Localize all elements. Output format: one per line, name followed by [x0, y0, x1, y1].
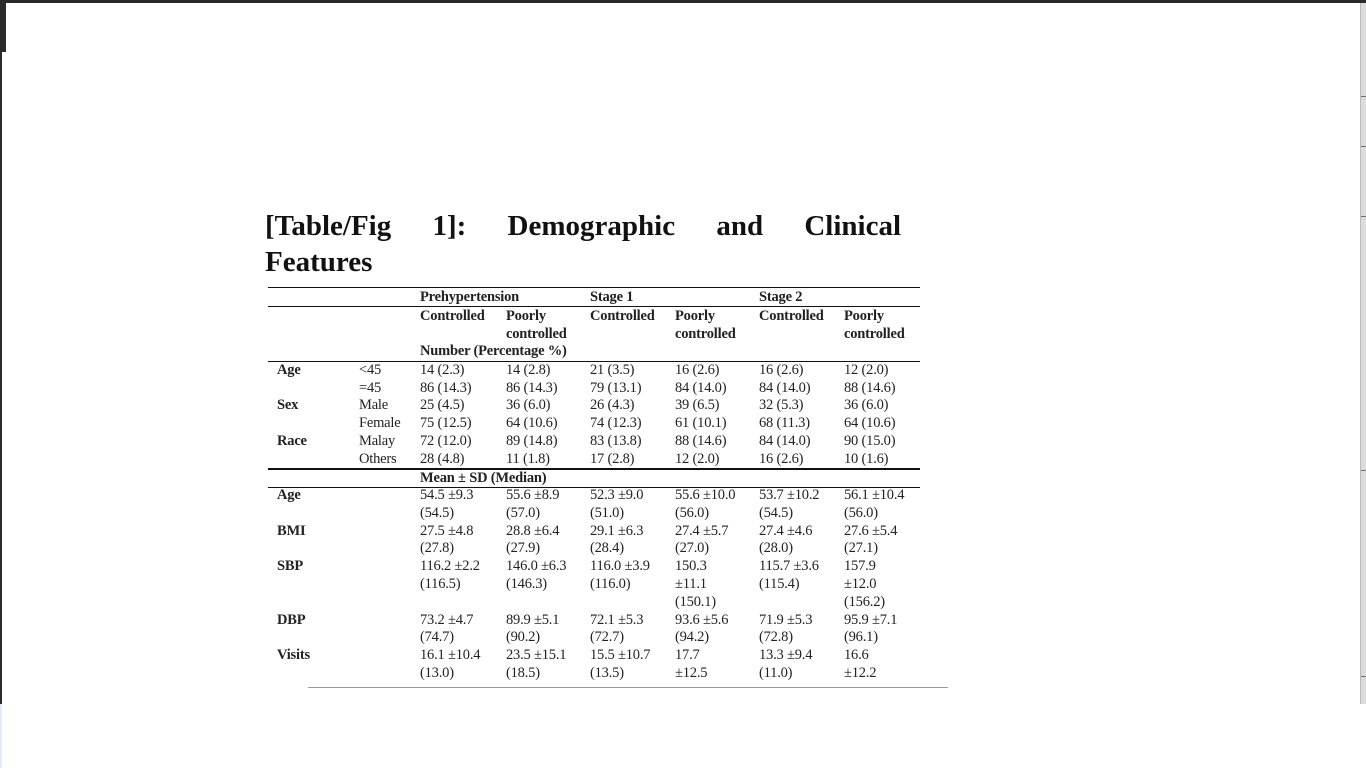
table-cell: 13.3 ±9.4: [759, 647, 813, 664]
sub-header: controlled: [675, 326, 736, 342]
table-top-rule: [268, 287, 920, 288]
row-label: BMI: [277, 522, 306, 539]
row-label: Visits: [277, 647, 310, 664]
table-cell: 150.3: [675, 558, 707, 575]
table-cell: (57.0): [506, 504, 540, 521]
table-cell: 84 (14.0): [759, 379, 811, 396]
sub-header: controlled: [844, 326, 905, 342]
scroll-marker: [1361, 216, 1366, 217]
table-cell: 16 (2.6): [759, 450, 804, 467]
table-cell: 15.5 ±10.7: [590, 647, 651, 664]
table-cell: 26 (4.3): [590, 397, 635, 414]
table-cell: (54.5): [420, 504, 454, 521]
table-cell: 23.5 ±15.1: [506, 647, 567, 664]
table-cell: 16.6: [844, 647, 869, 664]
table-cell: (27.1): [844, 540, 878, 557]
table-cell: 116.2 ±2.2: [420, 558, 480, 575]
table-cell: 83 (13.8): [590, 432, 642, 449]
table-cell: 90 (15.0): [844, 432, 896, 449]
sub-header: Poorly: [506, 308, 546, 324]
table-cell: (13.0): [420, 665, 454, 681]
table-cell: ±12.2: [844, 665, 877, 681]
group-header: Stage 2: [759, 289, 803, 305]
bottom-area: [0, 704, 1366, 768]
table-cell: 64 (10.6): [506, 415, 558, 432]
row-sublabel: Male: [359, 397, 388, 414]
table-cell: 157.9: [844, 558, 876, 575]
row-sublabel: Female: [359, 415, 401, 432]
page-bottom-rule: [308, 687, 948, 688]
table-cell: 86 (14.3): [420, 379, 472, 396]
table-cell: 14 (2.8): [506, 362, 551, 378]
table-cell: ±12.0: [844, 576, 877, 592]
row-sublabel: Others: [359, 450, 397, 467]
group-header: Prehypertension: [420, 289, 520, 305]
section-label: Mean ± SD (Median): [420, 470, 547, 486]
table-cell: 74 (12.3): [590, 415, 642, 432]
row-sublabel: <45: [359, 362, 382, 378]
section-label: Number (Percentage %): [420, 343, 567, 359]
row-label: DBP: [277, 611, 306, 628]
table-cell: 25 (4.5): [420, 397, 465, 414]
table-cell: 68 (11.3): [759, 415, 810, 432]
table-cell: 16 (2.6): [759, 362, 804, 378]
table-cell: 72 (12.0): [420, 432, 472, 449]
table-cell: 84 (14.0): [675, 379, 727, 396]
table-cell: (74.7): [420, 629, 454, 646]
table-cell: (115.4): [759, 576, 800, 592]
table-cell: 14 (2.3): [420, 362, 465, 378]
table-cell: 27.5 ±4.8: [420, 522, 474, 539]
table-cell: 32 (5.3): [759, 397, 804, 414]
table-cell: (156.2): [844, 593, 885, 610]
table-cell: 17.7: [675, 647, 700, 664]
table-cell: 16.1 ±10.4: [420, 647, 481, 664]
table-cell: (27.8): [420, 540, 454, 557]
table-cell: (72.7): [590, 629, 624, 646]
table-cell: (28.4): [590, 540, 624, 557]
table-cell: 27.6 ±5.4: [844, 522, 898, 539]
table-cell: (94.2): [675, 629, 709, 646]
table-cell: 88 (14.6): [675, 432, 727, 449]
scroll-marker: [1361, 96, 1366, 97]
table-cell: (13.5): [590, 665, 624, 681]
table-cell: ±11.1: [675, 576, 707, 592]
figure-title-continued: Features: [265, 246, 373, 278]
table-cell: ±12.5: [675, 665, 708, 681]
scroll-marker: [1361, 676, 1366, 677]
table-cell: 10 (1.6): [844, 450, 889, 467]
table-cell: (56.0): [675, 504, 709, 521]
row-label: Race: [277, 432, 307, 449]
table-cell: (150.1): [675, 593, 716, 610]
left-edge: [0, 52, 2, 704]
sub-header: Controlled: [590, 308, 655, 324]
table-cell: 28 (4.8): [420, 450, 465, 467]
window-corner: [0, 0, 6, 52]
group-header: Stage 1: [590, 289, 634, 305]
table-cell: 36 (6.0): [844, 397, 889, 414]
window-top-border: [0, 0, 1366, 3]
table-cell: 61 (10.1): [675, 415, 727, 432]
table-cell: 79 (13.1): [590, 379, 642, 396]
table-cell: (90.2): [506, 629, 540, 646]
table-cell: 27.4 ±4.6: [759, 522, 813, 539]
table-cell: 89.9 ±5.1: [506, 611, 560, 628]
table-cell: 52.3 ±9.0: [590, 487, 644, 503]
table-cell: 116.0 ±3.9: [590, 558, 650, 575]
row-label: Age: [277, 362, 301, 378]
sub-header: Controlled: [420, 308, 485, 324]
sub-header: Poorly: [844, 308, 884, 324]
table-cell: 27.4 ±5.7: [675, 522, 729, 539]
table-cell: 93.6 ±5.6: [675, 611, 729, 628]
table-cell: 16 (2.6): [675, 362, 720, 378]
table-cell: 84 (14.0): [759, 432, 811, 449]
table-cell: (28.0): [759, 540, 793, 557]
table-cell: (96.1): [844, 629, 878, 646]
table-cell: 75 (12.5): [420, 415, 472, 432]
table-cell: (116.0): [590, 576, 631, 592]
table-cell: 115.7 ±3.6: [759, 558, 819, 575]
row-sublabel: Malay: [359, 432, 396, 449]
figure-title: [Table/Fig 1]: Demographic and Clinical: [265, 210, 901, 242]
table-cell: 54.5 ±9.3: [420, 487, 474, 503]
table-cell: 29.1 ±6.3: [590, 522, 644, 539]
table-cell: (51.0): [590, 504, 624, 521]
row-label: SBP: [277, 558, 303, 575]
table-cell: 12 (2.0): [675, 450, 720, 467]
table-cell: (54.5): [759, 504, 793, 521]
section-rule-thick: [268, 468, 920, 470]
table-cell: 39 (6.5): [675, 397, 720, 414]
row-label: Sex: [277, 397, 299, 414]
table-cell: (18.5): [506, 665, 540, 681]
table-cell: 64 (10.6): [844, 415, 896, 432]
table-cell: 55.6 ±8.9: [506, 487, 560, 503]
table-cell: (116.5): [420, 576, 461, 592]
scroll-marker: [1361, 470, 1366, 471]
table-cell: 55.6 ±10.0: [675, 487, 736, 503]
table-cell: 95.9 ±7.1: [844, 611, 898, 628]
table-cell: 86 (14.3): [506, 379, 558, 396]
table-cell: (27.9): [506, 540, 540, 557]
header-rule: [268, 306, 920, 307]
scroll-marker: [1361, 146, 1366, 147]
table-cell: (27.0): [675, 540, 709, 557]
table-cell: 11 (1.8): [506, 450, 550, 467]
table-cell: 73.2 ±4.7: [420, 611, 474, 628]
row-sublabel: =45: [359, 379, 382, 396]
table-cell: 21 (3.5): [590, 362, 635, 378]
table-cell: 17 (2.8): [590, 450, 635, 467]
table-cell: 89 (14.8): [506, 432, 558, 449]
row-label: Age: [277, 487, 301, 503]
table-cell: 28.8 ±6.4: [506, 522, 560, 539]
sub-header: Poorly: [675, 308, 715, 324]
table-cell: 71.9 ±5.3: [759, 611, 813, 628]
document-page: [248, 200, 948, 690]
table-cell: (56.0): [844, 504, 878, 521]
table-cell: (72.8): [759, 629, 793, 646]
table-cell: (146.3): [506, 576, 547, 592]
table-cell: 72.1 ±5.3: [590, 611, 644, 628]
table-cell: 146.0 ±6.3: [506, 558, 567, 575]
table-cell: (11.0): [759, 665, 793, 681]
table-cell: 56.1 ±10.4: [844, 487, 905, 503]
sub-header: Controlled: [759, 308, 824, 324]
table-cell: 53.7 ±10.2: [759, 487, 820, 503]
sub-header: controlled: [506, 326, 567, 342]
table-cell: 36 (6.0): [506, 397, 551, 414]
vertical-scrollbar[interactable]: [1360, 3, 1366, 704]
left-edge-low: [0, 704, 2, 768]
table-cell: 88 (14.6): [844, 379, 896, 396]
table-cell: 12 (2.0): [844, 362, 889, 378]
